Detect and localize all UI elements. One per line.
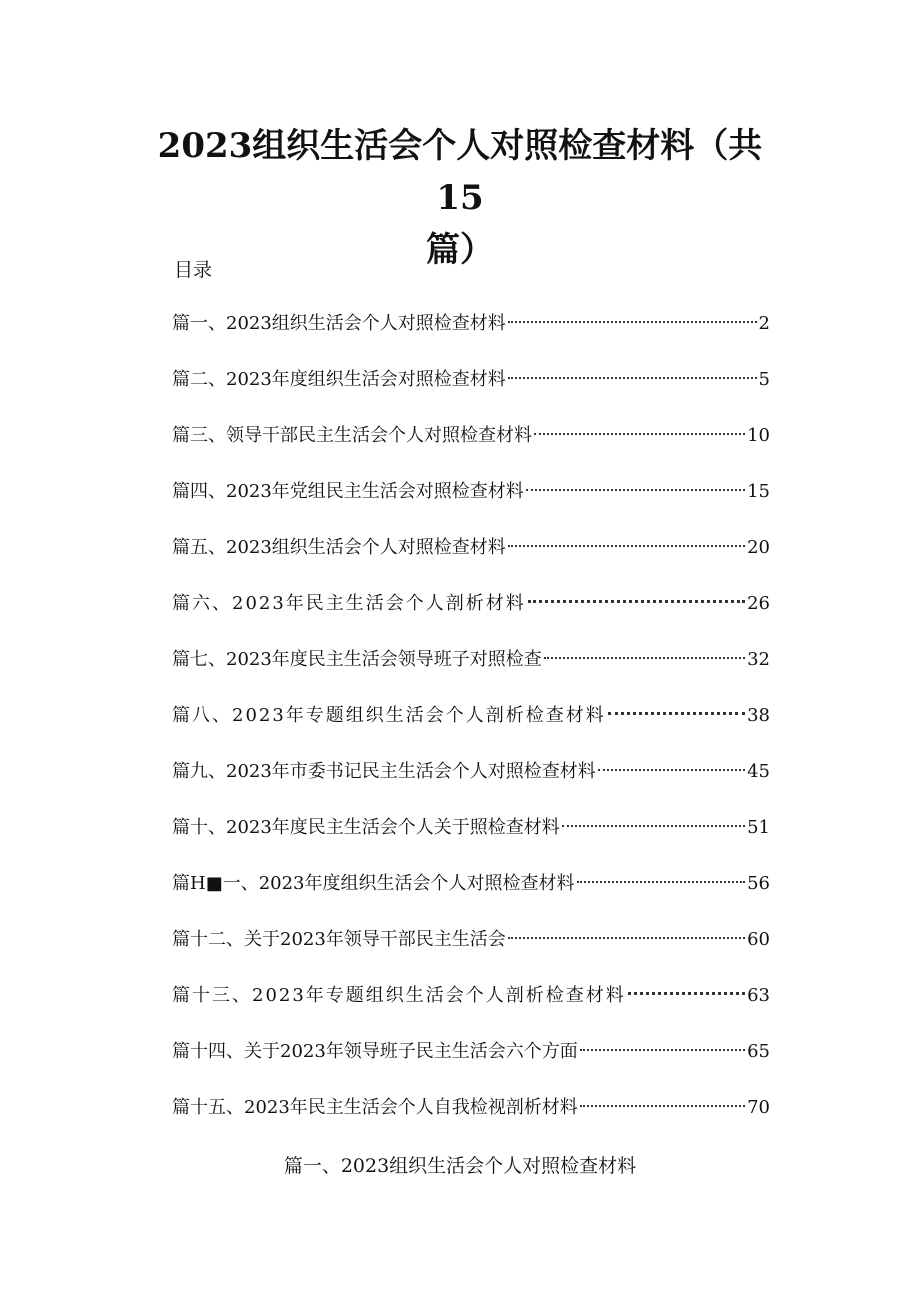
toc-dot-leader (544, 656, 745, 659)
toc-entry[interactable] (172, 421, 770, 451)
toc-dot-leader (526, 488, 745, 491)
toc-entry[interactable] (172, 1093, 770, 1123)
toc-entry[interactable] (172, 589, 770, 619)
toc-dot-leader (508, 544, 745, 547)
toc-entry-page: 60 (747, 929, 770, 950)
toc-dot-leader (628, 991, 745, 995)
toc-entry-page: 65 (747, 1041, 770, 1062)
toc-entry-label: 篇八、2023年专题组织生活会个人剖析检查材料 (172, 705, 606, 726)
toc-entry-page: 26 (747, 593, 770, 614)
toc-entry-label: 篇十五、2023年民主生活会个人自我检视剖析材料 (172, 1097, 578, 1118)
toc-entry-label: 篇七、2023年度民主生活会领导班子对照检查 (172, 649, 542, 670)
toc-dot-leader (528, 599, 745, 603)
toc-entry-label: 篇十三、2023年专题组织生活会个人剖析检查材料 (172, 985, 626, 1006)
toc-entry-page: 15 (747, 481, 770, 502)
toc-entry-page: 56 (747, 873, 770, 894)
document-title-line2: 篇） (426, 230, 494, 270)
toc-entry[interactable] (172, 757, 770, 787)
toc-entry-page: 10 (747, 425, 770, 446)
toc-entry[interactable] (172, 533, 770, 563)
toc-entry-label: 篇十、2023年度民主生活会个人关于照检查材料 (172, 817, 560, 838)
toc-entry-page: 5 (758, 369, 770, 390)
toc-entry-label: 篇九、2023年市委书记民主生活会个人对照检查材料 (172, 761, 596, 782)
toc-entry-page: 2 (758, 313, 770, 334)
toc-dot-leader (508, 320, 757, 323)
toc-entry[interactable] (172, 645, 770, 675)
toc-entry-page: 20 (747, 537, 770, 558)
toc-entry-label: 篇六、2023年民主生活会个人剖析材料 (172, 593, 526, 614)
toc-entry-page: 32 (747, 649, 770, 670)
toc-entry-page: 38 (747, 705, 770, 726)
toc-entry-label: 篇三、领导干部民主生活会个人对照检查材料 (172, 425, 532, 446)
toc-entry-page: 63 (747, 985, 770, 1006)
toc-entry-page: 51 (747, 817, 770, 838)
toc-dot-leader (508, 936, 745, 939)
toc-dot-leader (608, 711, 745, 715)
toc-dot-leader (580, 1104, 745, 1107)
toc-entry[interactable] (172, 869, 770, 899)
toc-heading: 目录 (174, 259, 213, 281)
toc-entry-page: 70 (747, 1097, 770, 1118)
toc-entry[interactable] (172, 477, 770, 507)
toc-dot-leader (577, 880, 746, 883)
toc-entry-page: 45 (747, 761, 770, 782)
toc-dot-leader (508, 376, 757, 379)
toc-entry[interactable] (172, 365, 770, 395)
toc-dot-leader (562, 824, 745, 827)
toc-entry-label: 篇五、2023组织生活会个人对照检查材料 (172, 537, 506, 558)
toc-entry[interactable] (172, 981, 770, 1011)
toc-entry-label: 篇H■一、2023年度组织生活会个人对照检查材料 (172, 873, 575, 894)
toc-dot-leader (598, 768, 745, 771)
document-title-line1: 2023组织生活会个人对照检查材料（共15 (157, 126, 763, 218)
toc-entry-label: 篇二、2023年度组织生活会对照检查材料 (172, 369, 506, 390)
toc-entry-label: 篇四、2023年党组民主生活会对照检查材料 (172, 481, 524, 502)
section-heading: 篇一、2023组织生活会个人对照检查材料 (283, 1155, 637, 1177)
document-title (150, 120, 770, 276)
toc-entry-label: 篇十二、关于2023年领导干部民主生活会 (172, 929, 506, 950)
toc-dot-leader (534, 432, 745, 435)
toc-entry[interactable] (172, 701, 770, 731)
toc-entry-label: 篇十四、关于2023年领导班子民主生活会六个方面 (172, 1041, 578, 1062)
toc-entry[interactable] (172, 813, 770, 843)
toc-entry[interactable] (172, 1037, 770, 1067)
toc-entry-label: 篇一、2023组织生活会个人对照检查材料 (172, 313, 506, 334)
toc-entry[interactable] (172, 925, 770, 955)
toc-dot-leader (580, 1048, 745, 1051)
toc-entry[interactable] (172, 309, 770, 339)
